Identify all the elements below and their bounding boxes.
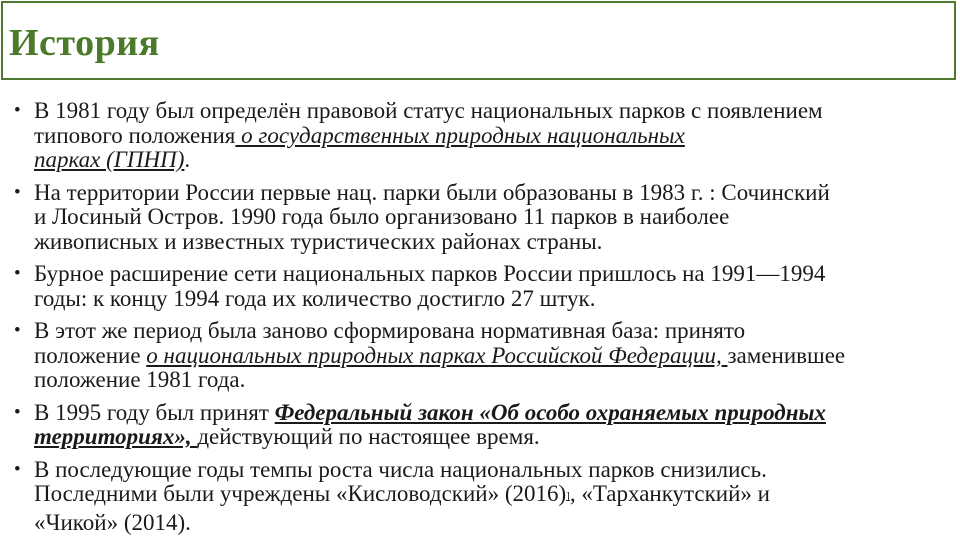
text-span: , «Тарханкутский» и [569,481,770,506]
text-line: В последующие годы темпы роста числа национальных парков снизились. [34,456,767,482]
bullet-icon: • [14,458,21,480]
federal-law-link[interactable]: Федеральный закон «Об особо охраняемых природных [274,399,826,425]
text-line: годы: к концу 1994 года их количество достигло 27 штук. [34,285,596,311]
text-line: На территории России первые нац. парки были образованы в 1983 г. : Сочинский [34,179,830,205]
text-line [34,425,960,450]
bullet-item [14,458,960,536]
bullet-list [14,99,960,543]
bullet-icon: • [14,401,21,423]
text-line: В этот же период была заново сформирована нормативная база: принято [34,318,746,343]
bullet-icon: • [14,100,21,121]
text-line [34,344,960,369]
text-span: В 1995 году был принят [34,399,275,425]
bullet-item [14,401,960,450]
gpnp-link-cont[interactable]: парках (ГПНП) [34,147,185,172]
text-line: В 1981 году был определён правовой статус национальных парков с появлением [34,98,823,123]
text-span: типового положения [34,122,236,148]
federal-law-link-cont[interactable]: территориях», [34,424,198,449]
text-line: «Чикой» (2014). [34,509,191,535]
text-span: действующий по настоящее время. [197,424,540,449]
text-line: положение 1981 года. [34,367,246,392]
text-line [34,482,960,511]
bullet-icon: • [14,320,21,341]
text-line: и Лосиный Остров. 1990 года было организовано 11 парков в наиболее [34,204,730,229]
text-span: положение [34,342,147,368]
regulation-link[interactable]: о национальных природных парках Российской Федерации, [146,342,728,368]
gpnp-link[interactable]: о государственных природных национальных [235,122,685,148]
bullet-item [14,99,960,173]
text-line [34,124,960,149]
slide-title: История [9,22,160,64]
title-box [1,1,956,80]
bullet-icon: • [14,181,21,203]
bullet-item [14,181,960,255]
footnote-link[interactable]: ] [566,490,570,502]
text-line: живописных и известных туристических районах страны. [34,228,603,254]
text-span: заменившее [727,342,846,368]
text-line [34,148,960,173]
text-span: . [184,147,191,172]
bullet-item [14,319,960,393]
bullet-icon: • [14,263,21,284]
text-line [34,401,960,426]
text-span: Последними были учреждены «Кисловодский» (2016) [34,481,567,506]
bullet-item [14,262,960,311]
text-line: Бурное расширение сети национальных парков России пришлось на 1991—1994 [34,261,826,286]
